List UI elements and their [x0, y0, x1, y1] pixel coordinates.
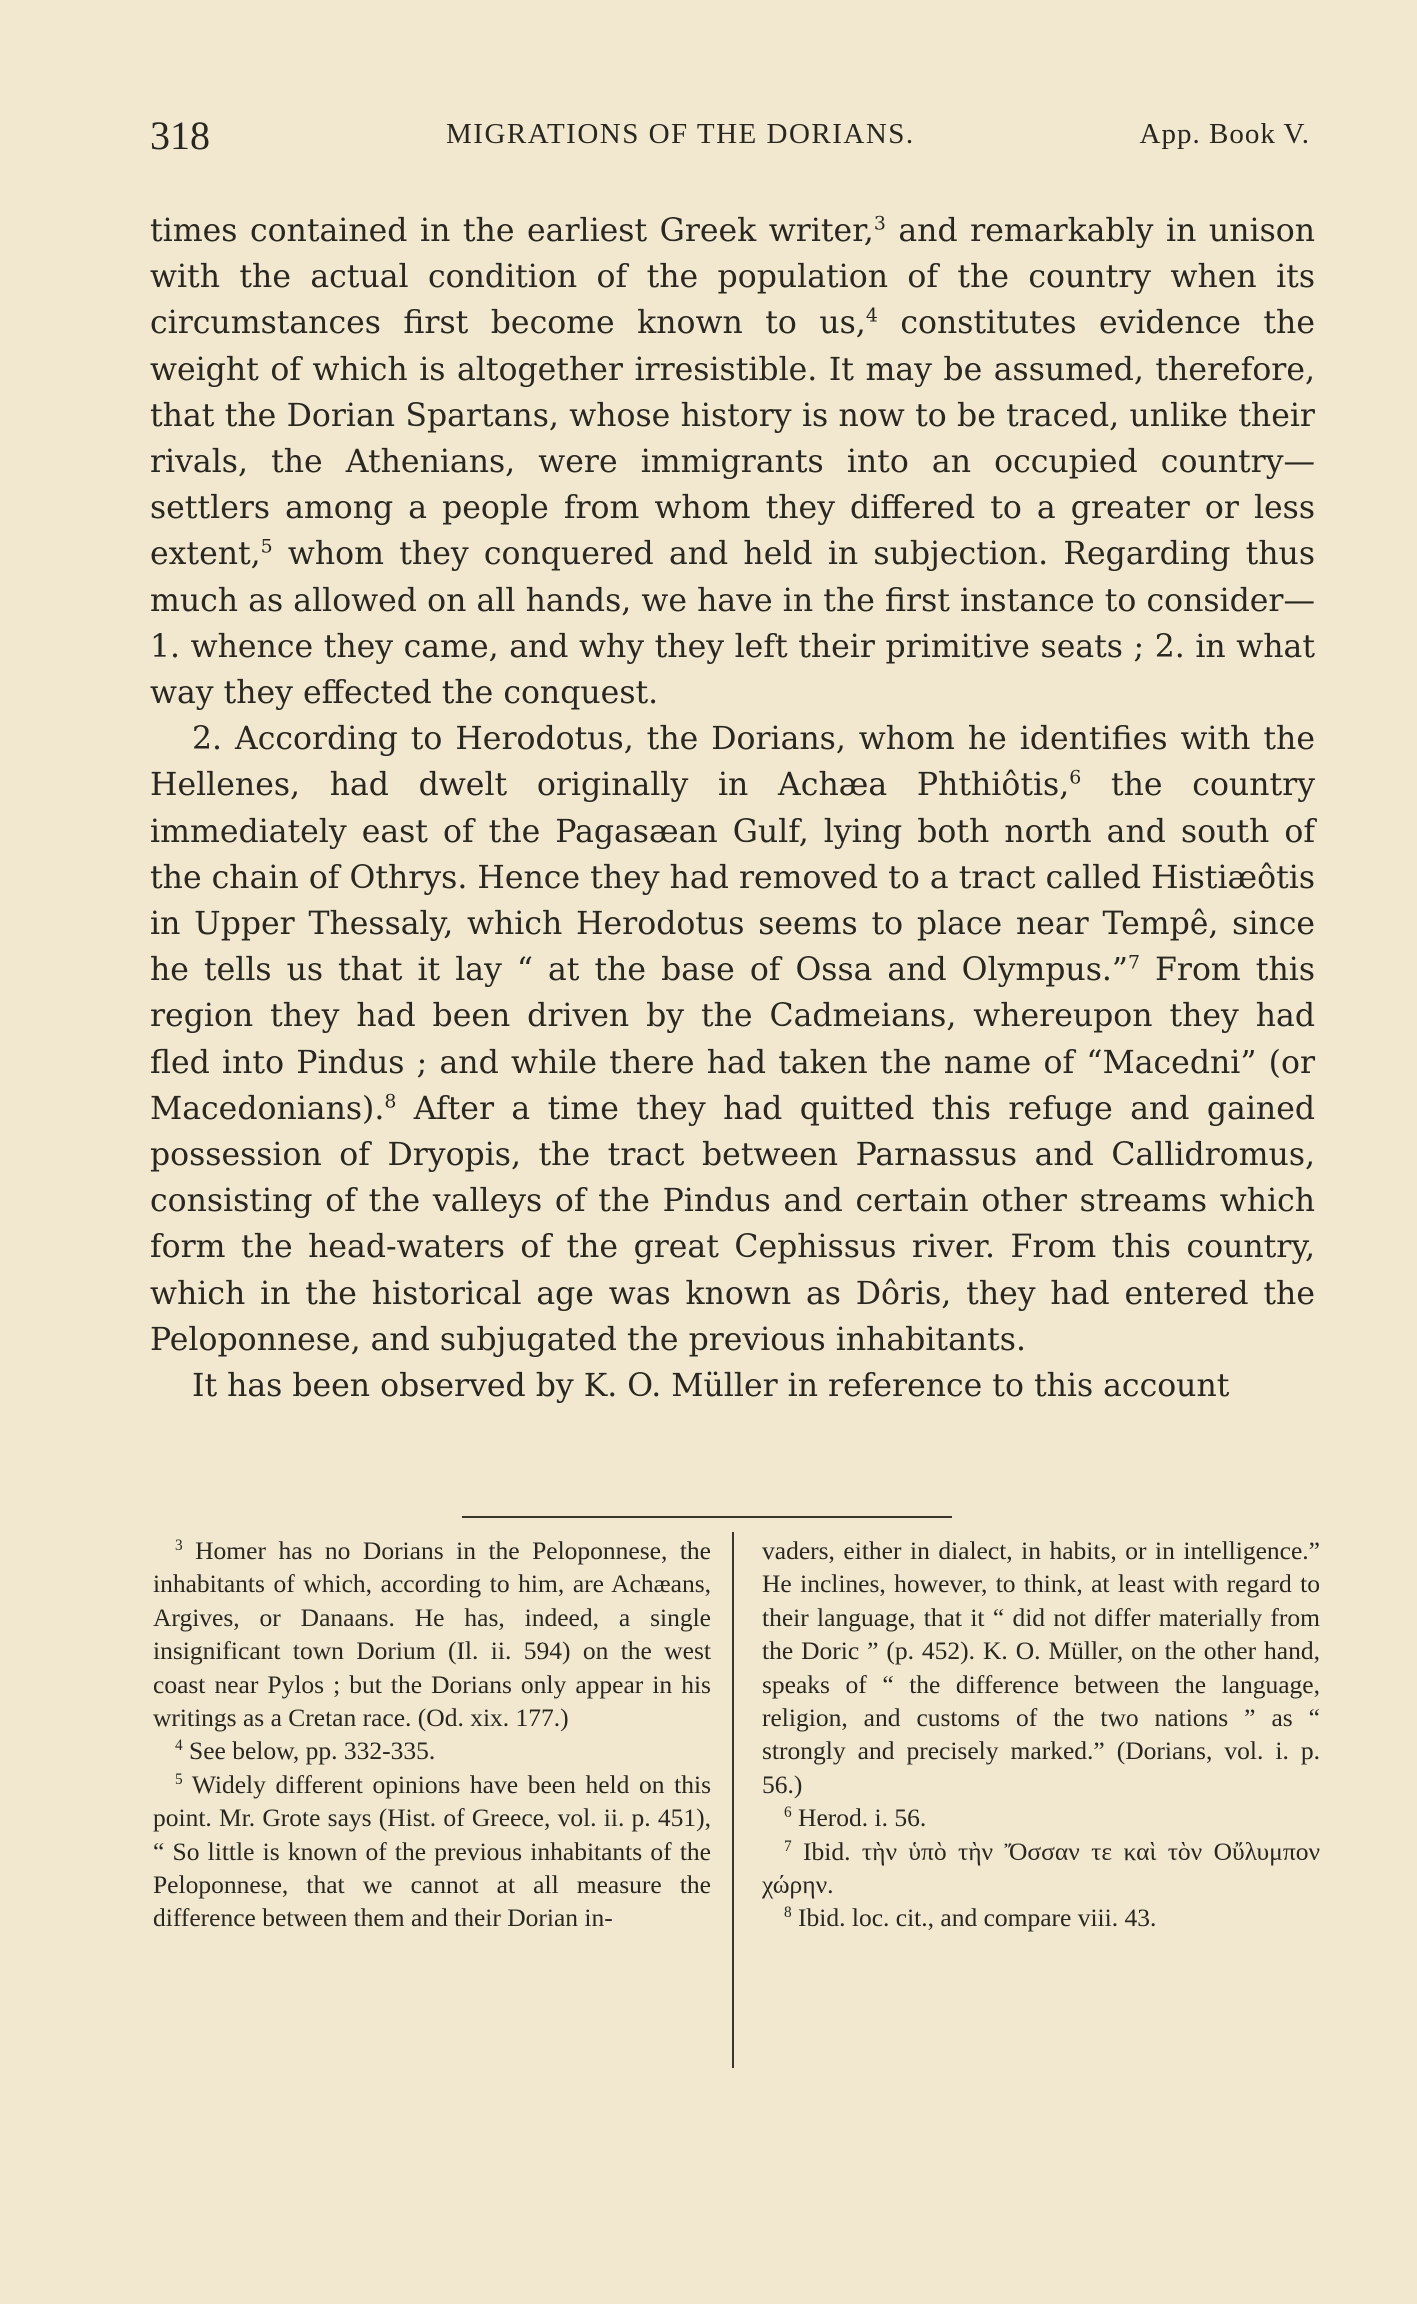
paragraph-1: times contained in the earliest Greek writer,$^3$ and remarkably in unison with the actual condition of the population of the country when its circumstances first become known to us,$^4$ constitutes evidence the weight of which is altogether irresistible. It may be assumed, therefore, that the Dorian Spartans, whose history is now to be traced, unlike their rivals, the Athenians, were immigrants into an occupied country—settlers among a people from whom they differed to a greater or less extent,$^5$ whom they conquered and held in subjection. Regarding thus much as allowed on all hands, we have in the first instance to consider—1. whence they came, and why they left their primitive seats ; 2. in what way they effected the conquest. — [150, 212, 1315, 712]
footnote-ref-8: 8 — [384, 1090, 397, 1113]
footnote-ref-6: 6 — [1069, 767, 1082, 790]
footnote-separator — [462, 1516, 952, 1518]
footnote-ref-7: 7 — [1127, 951, 1141, 974]
footnote-4: $^4$ See below, pp. 332-335. — [175, 1736, 436, 1766]
running-title: MIGRATIONS OF THE DORIANS. — [446, 118, 915, 150]
footnote-3: $^3$ Homer has no Dorians in the Peloponnese, the inhabitants of which, according to him, are Achæans, Argives, or Danaans. He has, indeed, a single insignificant town Dorium (Il. ii. 594) on the west coast near Pylos ; but the Dorians only appear in his writings as a Cretan race. (Od. xix. 177.) — [153, 1536, 711, 1733]
footnotes-right-column — [762, 1534, 1320, 1935]
paragraph-3: It has been observed by K. O. Müller in reference to this account — [192, 1368, 1230, 1405]
footnote-7: $^7$ Ibid. τὴν ὑπὸ τὴν Ὄσσαν τε καὶ τὸν Οὔλυμπον χώρην. — [762, 1836, 1320, 1900]
column-divider — [732, 1532, 734, 2068]
footnote-ref-5: 5 — [260, 536, 273, 559]
footnote-ref-3: 3 — [873, 212, 886, 235]
page-number: 318 — [150, 113, 210, 158]
paragraph-2: 2. According to Herodotus, the Dorians, whom he identifies with the Hellenes, had dwelt originally in Achæa Phthiôtis,$^6$ the country immediately east of the Pagasæan Gulf, lying both north and south of the chain of Othrys. Hence they had removed to a tract called Histiæôtis in Upper Thessaly, which Herodotus seems to place near Tempê, since he tells us that it lay “ at the base of Ossa and Olympus.”$^7$ From this region they had been driven by the Cadmeians, whereupon they had fled into Pindus ; and while there had taken the name of “Macedni” (or Macedonians).$^8$ After a time they had quitted this refuge and gained possession of Dryopis, the tract between Parnassus and Callidromus, consisting of the valleys of the Pindus and certain other streams which form the head-waters of the great Cephissus river. From this country, which in the historical age was known as Dôris, they had entered the Peloponnese, and subjugated the previous inhabitants. — [150, 721, 1315, 1358]
page-header — [150, 112, 1310, 162]
footnote-6: $^6$ Herod. i. 56. — [784, 1803, 927, 1833]
footnote-8: $^8$ Ibid. loc. cit., and compare viii. 43. — [784, 1903, 1157, 1933]
section-label: App. Book V. — [1139, 118, 1310, 150]
main-text — [150, 208, 1315, 1409]
footnotes-left-column — [153, 1534, 711, 1935]
footnote-ref-4: 4 — [865, 305, 878, 328]
footnote-5: $^5$ Widely different opinions have been held on this point. Mr. Grote says (Hist. of Greece, vol. ii. p. 451), “ So little is known of the previous inhabitants of the Peloponnese, that we cannot at all measure the difference between them and their Dorian in- — [153, 1769, 711, 1933]
footnote-5-continued: vaders, either in dialect, in habits, or in intelligence.” He inclines, however, to think, at least with regard to their language, that it “ did not differ materially from the Doric ” (p. 452). K. O. Müller, on the other hand, speaks of “ the difference between the language, religion, and customs of the two nations ” as “ strongly and precisely marked.” (Dorians, vol. i. p. 56.) — [762, 1536, 1320, 1799]
